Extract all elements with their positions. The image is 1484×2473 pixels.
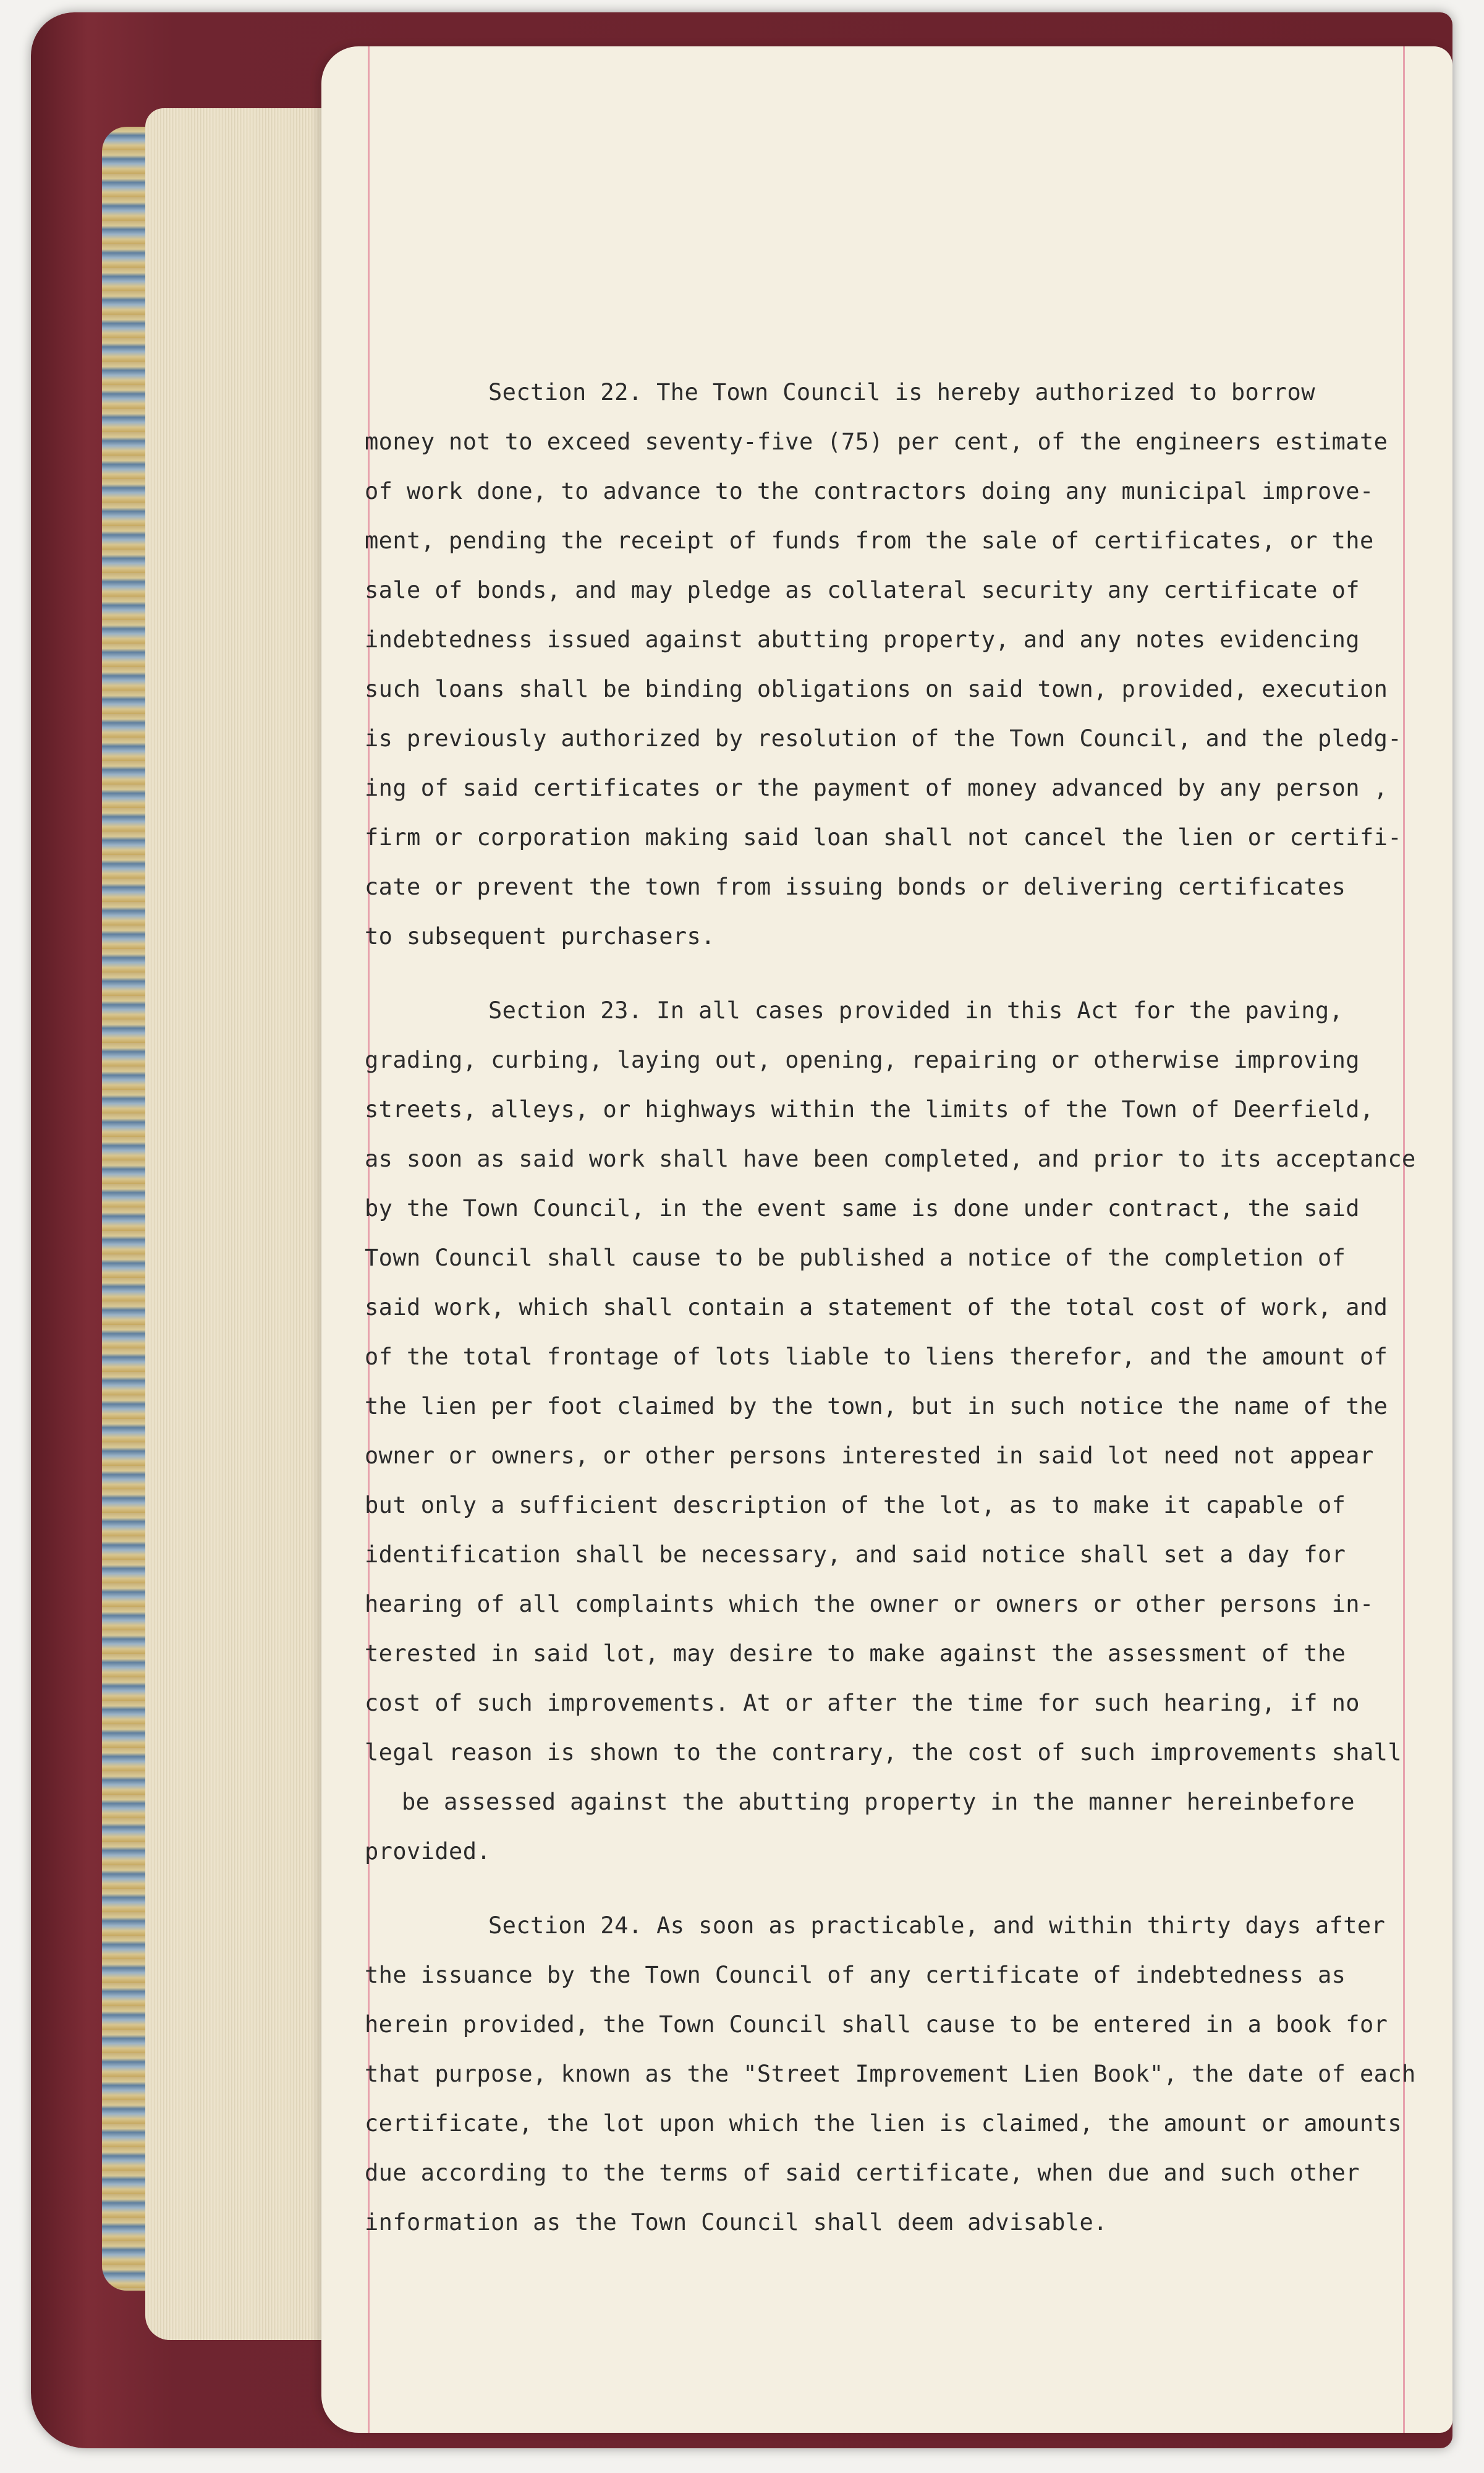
section-22-line: firm or corporation making said loan shall not cancel the lien or certifi- [365, 824, 1402, 851]
section-23-line: owner or owners, or other persons interested in said lot need not appear [365, 1442, 1374, 1469]
section-23-line: grading, curbing, laying out, opening, repairing or otherwise improving [365, 1047, 1360, 1073]
section-23-line: Town Council shall cause to be published a notice of the completion of [365, 1245, 1346, 1271]
section-22-line: to subsequent purchasers. [365, 923, 715, 950]
marbled-page-edge [102, 127, 146, 2291]
section-23-line: by the Town Council, in the event same is done under contract, the said [365, 1195, 1360, 1222]
section-23-line: provided. [365, 1838, 491, 1865]
section-22-line: of work done, to advance to the contractors doing any municipal improve- [365, 478, 1374, 504]
page-stack [145, 108, 349, 2340]
paragraph-gap [365, 1876, 1440, 1901]
section-24-line: herein provided, the Town Council shall cause to be entered in a book for [365, 2011, 1388, 2038]
section-23-line: identification shall be necessary, and said notice shall set a day for [365, 1541, 1346, 1568]
section-23-line: Section 23. In all cases provided in this Act for the paving, [488, 997, 1344, 1024]
section-22-line: money not to exceed seventy-five (75) per cent, of the engineers estimate [365, 428, 1388, 455]
section-24-line: information as the Town Council shall deem advisable. [365, 2209, 1108, 2236]
section-22-line: such loans shall be binding obligations on said town, provided, execution [365, 676, 1388, 702]
section-22-line: sale of bonds, and may pledge as collateral security any certificate of [365, 577, 1360, 603]
section-23-line: but only a sufficient description of the lot, as to make it capable of [365, 1492, 1346, 1518]
section-22-line: ment, pending the receipt of funds from the sale of certificates, or the [365, 527, 1374, 554]
section-23-line: cost of such improvements. At or after the time for such hearing, if no [365, 1690, 1360, 1716]
section-24-line: that purpose, known as the "Street Improvement Lien Book", the date of each [365, 2061, 1416, 2087]
paragraph-gap [365, 961, 1440, 986]
section-24-line: the issuance by the Town Council of any certificate of indebtedness as [365, 1962, 1346, 1988]
section-23-line: of the total frontage of lots liable to liens therefor, and the amount of [365, 1343, 1388, 1370]
section-23-line: streets, alleys, or highways within the limits of the Town of Deerfield, [365, 1096, 1374, 1123]
section-23-line: legal reason is shown to the contrary, the cost of such improvements shall [365, 1739, 1402, 1766]
section-24-line: due according to the terms of said certificate, when due and such other [365, 2160, 1360, 2186]
section-24-line: certificate, the lot upon which the lien is claimed, the amount or amounts [365, 2110, 1402, 2137]
section-22-line: ing of said certificates or the payment of money advanced by any person , [365, 775, 1388, 801]
section-23-line: terested in said lot, may desire to make against the assessment of the [365, 1640, 1346, 1667]
section-24-line: Section 24. As soon as practicable, and within thirty days after [488, 1912, 1386, 1939]
section-23-line: hearing of all complaints which the owner or owners or other persons in- [365, 1591, 1374, 1617]
section-23-line: as soon as said work shall have been completed, and prior to its acceptance [365, 1146, 1416, 1172]
ledger-page [321, 46, 1452, 2433]
section-22-line: indebtedness issued against abutting property, and any notes evidencing [365, 626, 1360, 653]
section-23-line: be assessed against the abutting property in the manner hereinbefore [402, 1789, 1355, 1815]
section-23-line: the lien per foot claimed by the town, but in such notice the name of the [365, 1393, 1388, 1420]
typed-text [365, 368, 1440, 2247]
section-23-line: said work, which shall contain a statement of the total cost of work, and [365, 1294, 1388, 1321]
section-22-line: is previously authorized by resolution of the Town Council, and the pledg- [365, 725, 1402, 752]
section-22-line: Section 22. The Town Council is hereby authorized to borrow [488, 379, 1315, 406]
section-22-line: cate or prevent the town from issuing bonds or delivering certificates [365, 874, 1346, 900]
